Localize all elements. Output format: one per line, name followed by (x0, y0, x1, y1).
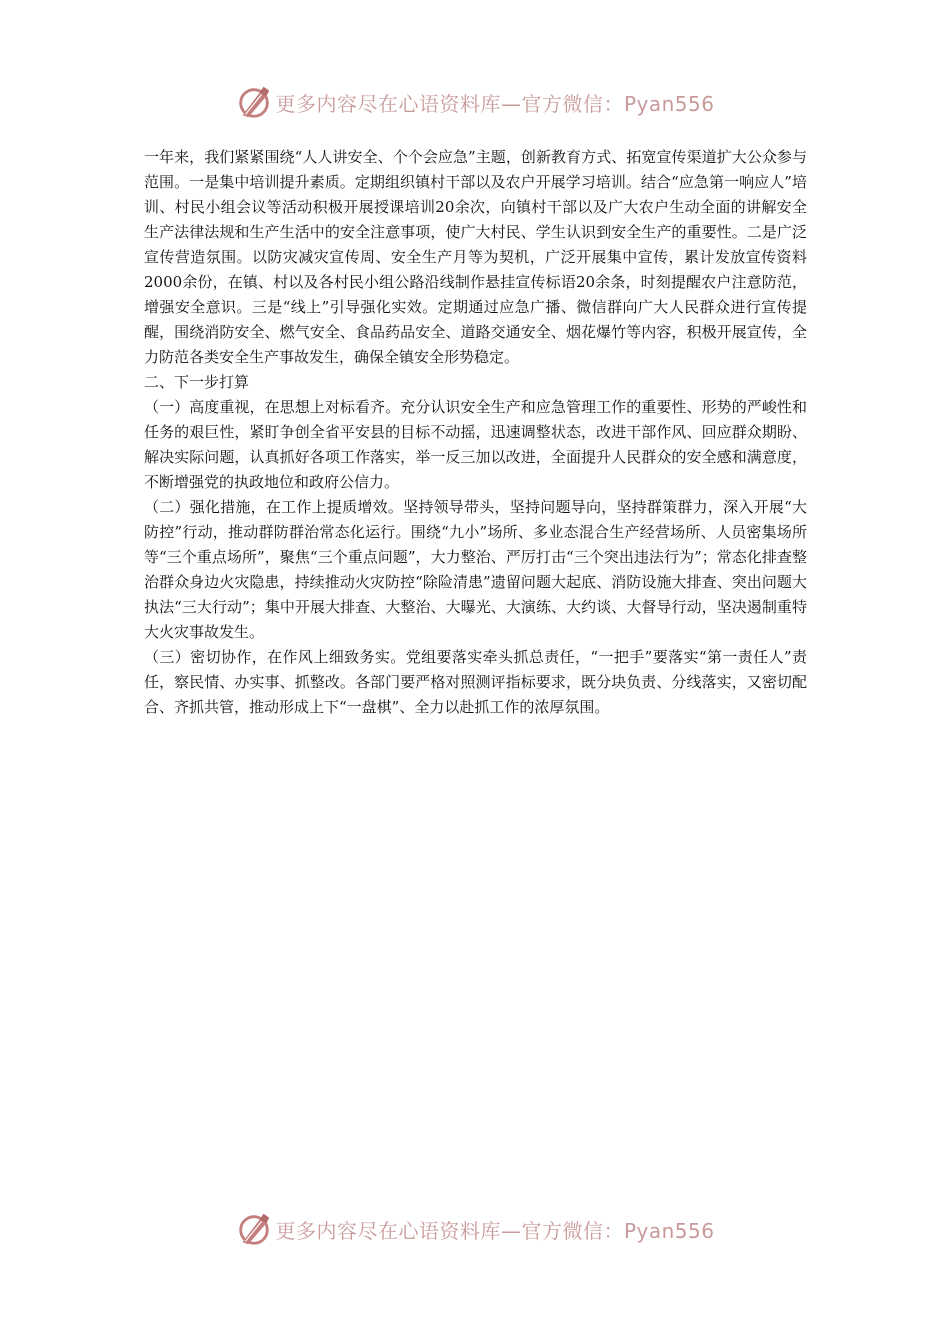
paragraph-step-2: （二）强化措施，在工作上提质增效。坚持领导带头，坚持问题导向，坚持群策群力，深入开展“大防控”行动，推动群防群治常态化运行。围绕“九小”场所、多业态混合生产经营场所、人员密集场所等“三个重点场所”，聚焦“三个重点问题”，大力整治、严厉打击“三个突出违法行为”；常态化排查整治群众身边火灾隐患，持续推动火灾防控“除险清患”遗留问题大起底、消防设施大排查、突出问题大执法“三大行动”；集中开展大排查、大整治、大曝光、大演练、大约谈、大督导行动，坚决遏制重特大火灾事故发生。 (144, 498, 807, 641)
paragraph-step-3: （三）密切协作，在作风上细致务实。党组要落实牵头抓总责任，“一把手”要落实“第一责任人”责任，察民情、办实事、抓整改。各部门要严格对照测评指标要求，既分块负责、分线落实，又密切配合、齐抓共管，推动形成上下“一盘棋”、全力以赴抓工作的浓厚氛围。 (144, 648, 807, 716)
footer-watermark-banner (0, 1209, 950, 1249)
watermark-text: 更多内容尽在心语资料库—官方微信：Pyan556 (275, 1218, 715, 1243)
document-body (144, 145, 807, 720)
pen-nib-icon (235, 1210, 273, 1248)
header-watermark-banner (0, 82, 950, 122)
paragraph-step-1: （一）高度重视，在思想上对标看齐。充分认识安全生产和应急管理工作的重要性、形势的严峻性和任务的艰巨性，紧盯争创全省平安县的目标不动摇，迅速调整状态，改进干部作风、回应群众期盼、解决实际问题，认真抓好各项工作落实，举一反三加以改进，全面提升人民群众的安全感和满意度，不断增强党的执政地位和政府公信力。 (144, 398, 807, 491)
pen-nib-icon (235, 83, 273, 121)
watermark-text: 更多内容尽在心语资料库—官方微信：Pyan556 (275, 91, 715, 116)
section-heading-next-steps: 二、下一步打算 (144, 373, 250, 391)
paragraph-achievements: 一年来，我们紧紧围绕“人人讲安全、个个会应急”主题，创新教育方式、拓宽宣传渠道扩大公众参与范围。一是集中培训提升素质。定期组织镇村干部以及农户开展学习培训。结合“应急第一响应人”培训、村民小组会议等活动积极开展授课培训20余次，向镇村干部以及广大农户生动全面的讲解安全生产法律法规和生产生活中的安全注意事项，使广大村民、学生认识到安全生产的重要性。二是广泛宣传营造氛围。以防灾减灾宣传周、安全生产月等为契机，广泛开展集中宣传，累计发放宣传资料2000余份，在镇、村以及各村民小组公路沿线制作悬挂宣传标语20余条，时刻提醒农户注意防范，增强安全意识。三是“线上”引导强化实效。定期通过应急广播、微信群向广大人民群众进行宣传提醒，围绕消防安全、燃气安全、食品药品安全、道路交通安全、烟花爆竹等内容，积极开展宣传，全力防范各类安全生产事故发生，确保全镇安全形势稳定。 (144, 148, 807, 366)
